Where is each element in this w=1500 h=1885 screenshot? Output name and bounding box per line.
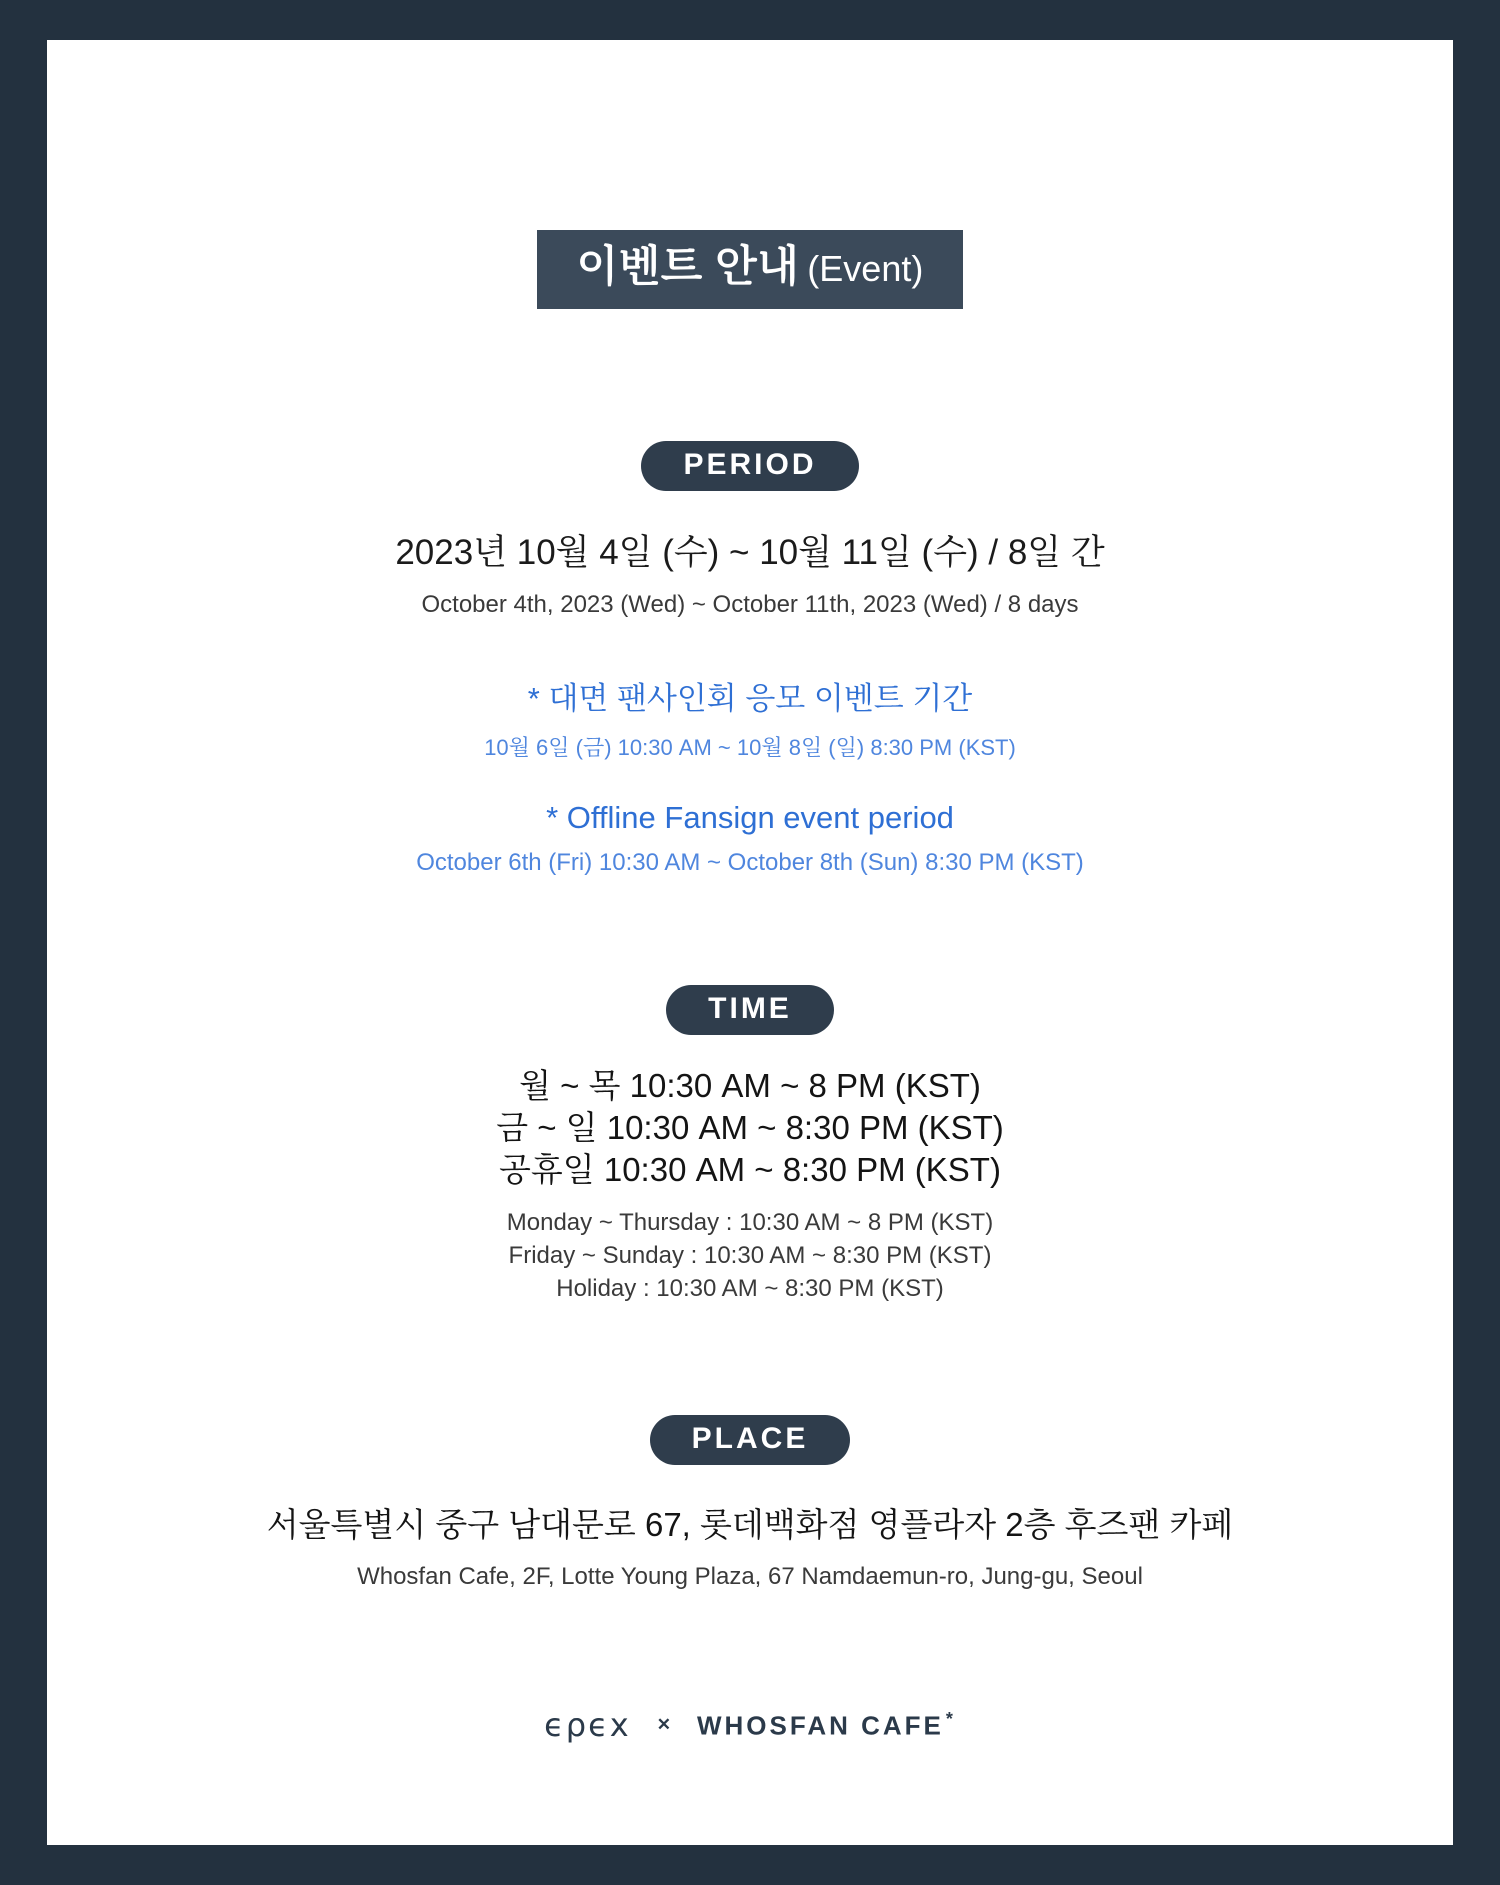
time-pill-label: TIME — [666, 985, 834, 1035]
time-english-lines — [47, 1206, 1453, 1305]
section-place — [47, 1415, 1453, 1465]
place-english: Whosfan Cafe, 2F, Lotte Young Plaza, 67 Namdaemun-ro, Jung-gu, Seoul — [357, 1563, 1143, 1591]
title-english: (Event) — [807, 248, 924, 289]
star-icon: * — [945, 1708, 956, 1729]
time-korean-line: 금 ~ 일 10:30 AM ~ 8:30 PM (KST) — [496, 1109, 1004, 1147]
period-pill-label: PERIOD — [641, 441, 858, 491]
epex-logo: ϵρϵx — [544, 1706, 631, 1745]
poster-content — [47, 230, 1453, 1744]
title-badge — [537, 230, 964, 309]
time-korean-line: 월 ~ 목 10:30 AM ~ 8 PM (KST) — [519, 1067, 981, 1104]
footer-logos — [47, 1706, 1453, 1744]
time-korean-line: 공휴일 10:30 AM ~ 8:30 PM (KST) — [499, 1151, 1001, 1189]
period-english-sub: October 4th, 2023 (Wed) ~ October 11th, 2023 (Wed) / 8 days — [421, 591, 1079, 618]
section-period — [47, 441, 1453, 491]
whosfan-cafe-logo-text: WHOSFAN CAFE — [696, 1710, 944, 1741]
section-time — [47, 985, 1453, 1035]
time-english-line: Monday ~ Thursday : 10:30 AM ~ 8 PM (KST) — [506, 1208, 994, 1236]
fansign-note-english-sub: October 6th (Fri) 10:30 AM ~ October 8th (Sun) 8:30 PM (KST) — [416, 849, 1084, 876]
fansign-note-korean-title: * 대면 팬사인회 응모 이벤트 기간 — [527, 681, 973, 716]
place-pill-label: PLACE — [650, 1415, 851, 1465]
fansign-note-korean-sub: 10월 6일 (금) 10:30 AM ~ 10월 8일 (일) 8:30 PM (KST) — [484, 735, 1016, 760]
time-english-line: Friday ~ Sunday : 10:30 AM ~ 8:30 PM (KST) — [508, 1241, 992, 1269]
fansign-note-english-title: * Offline Fansign event period — [546, 800, 954, 835]
period-korean-main: 2023년 10월 4일 (수) ~ 10월 11일 (수) / 8일 간 — [395, 533, 1105, 572]
page-title — [47, 230, 1453, 309]
whosfan-cafe-logo — [697, 1709, 956, 1742]
title-korean: 이벤트 안내 — [576, 243, 800, 291]
place-korean: 서울특별시 중구 남대문로 67, 롯데백화점 영플라자 2층 후즈팬 카페 — [266, 1506, 1234, 1544]
collab-x-icon: ✕ — [656, 1715, 671, 1735]
time-english-line: Holiday : 10:30 AM ~ 8:30 PM (KST) — [556, 1274, 944, 1302]
event-poster-card — [47, 40, 1453, 1845]
time-korean-lines — [47, 1065, 1453, 1192]
